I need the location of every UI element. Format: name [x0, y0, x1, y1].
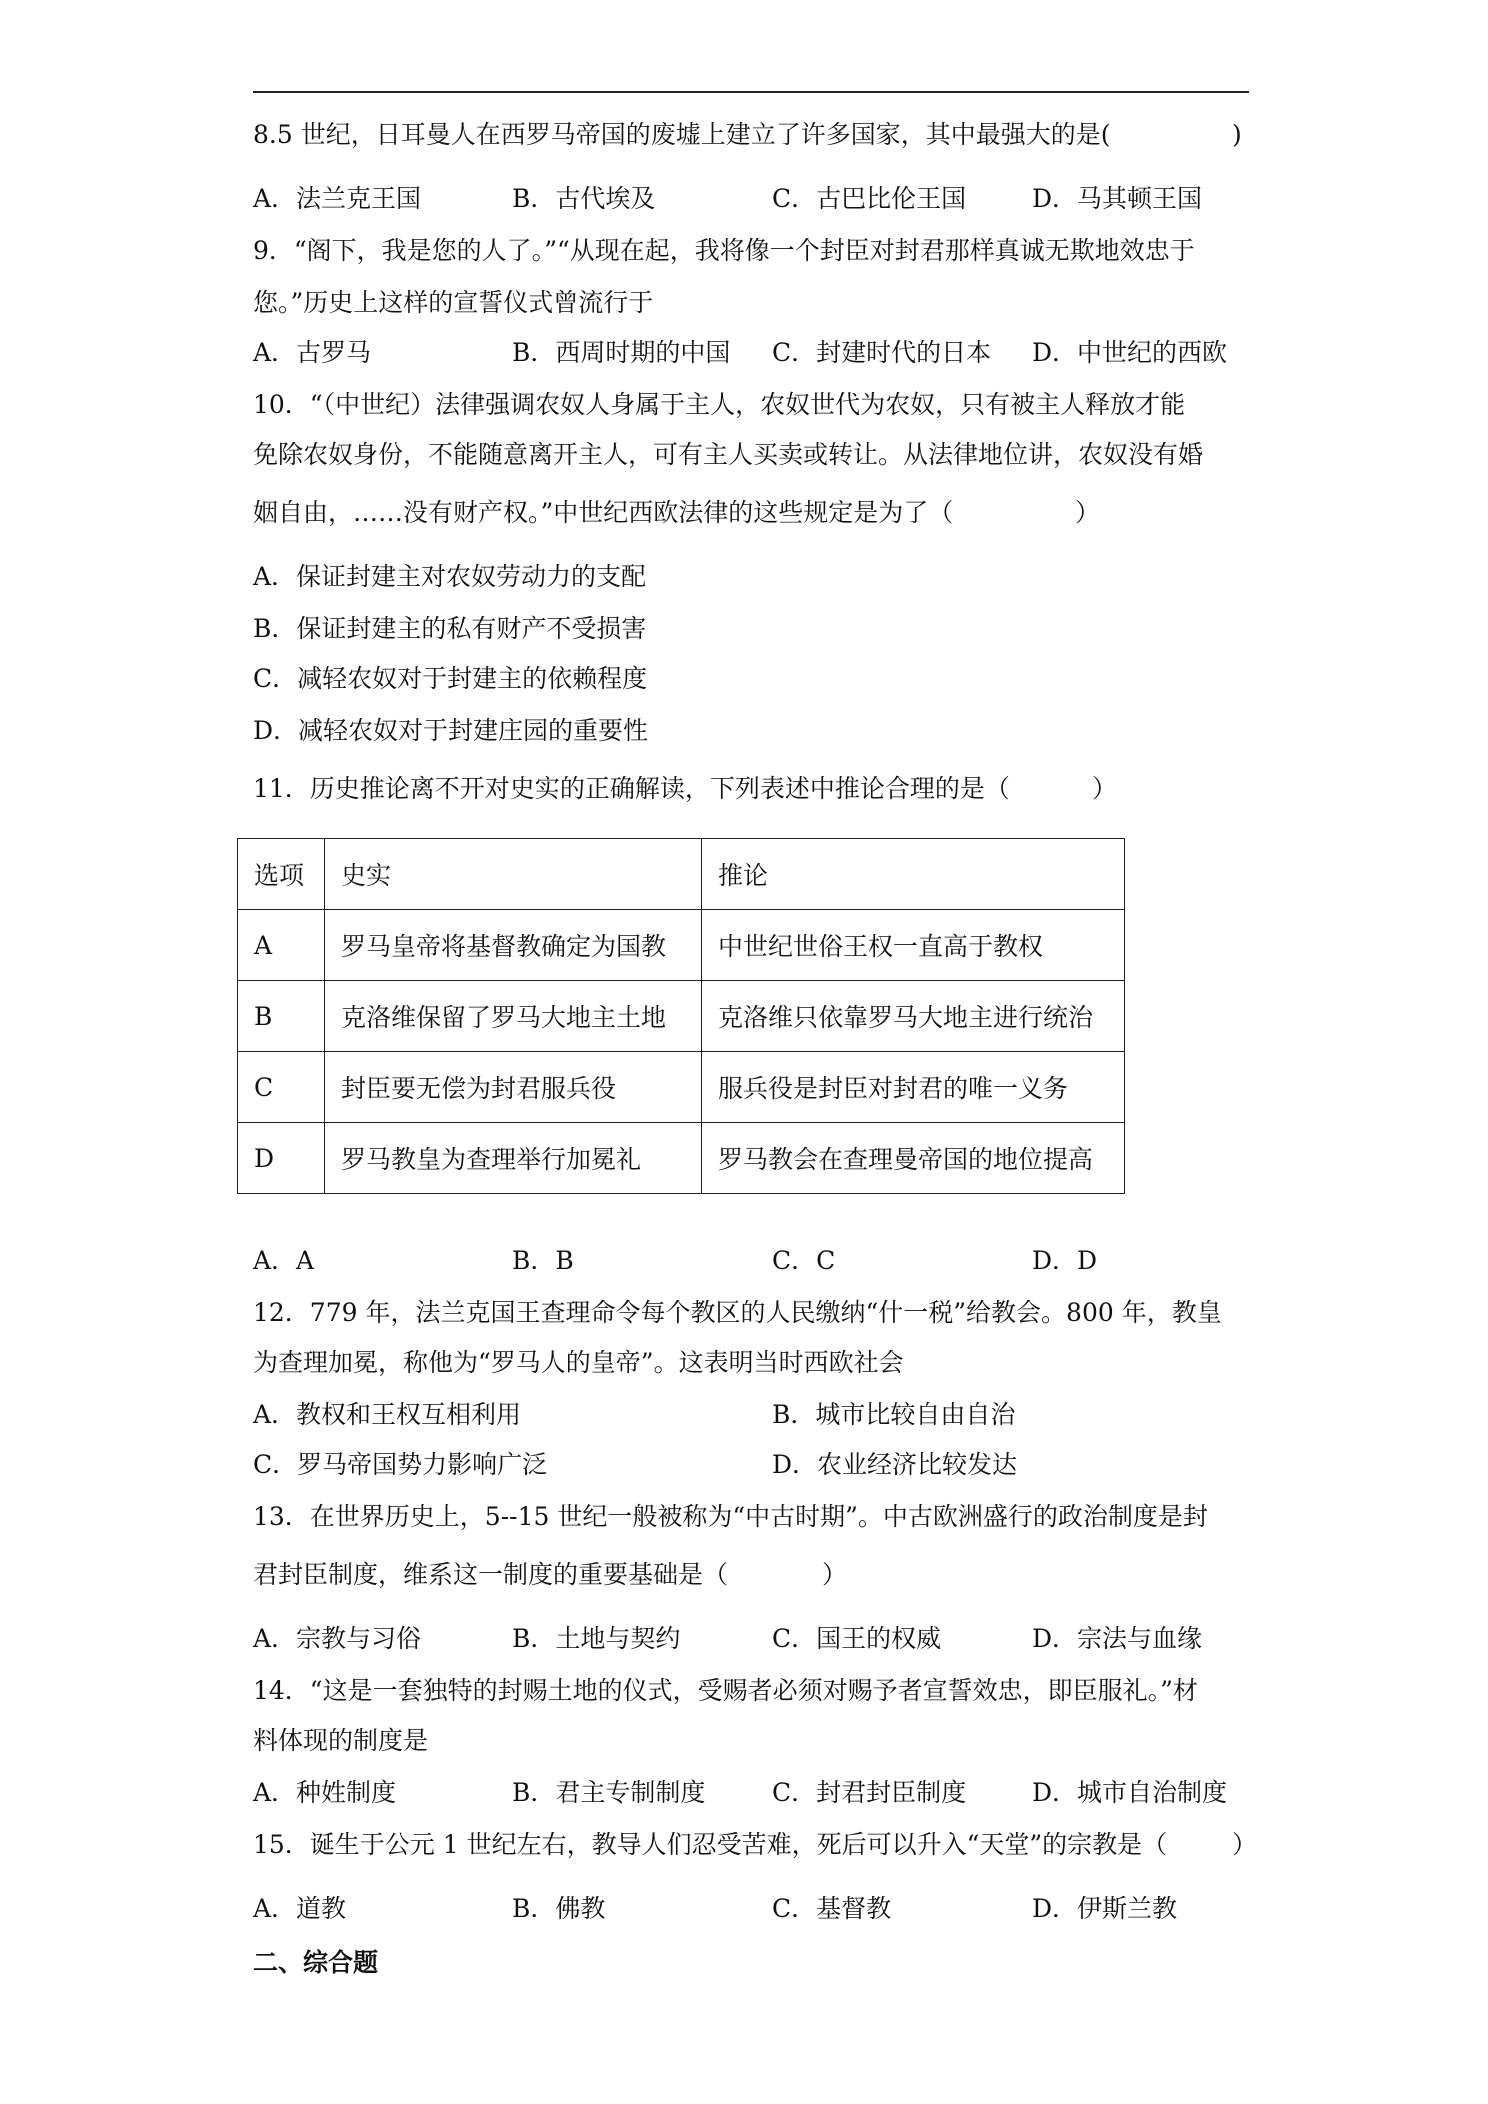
table-cell: 罗马皇帝将基督教确定为国教: [325, 910, 702, 981]
q11-option-c: C．C: [772, 1246, 836, 1275]
q15-option-c: C．基督教: [772, 1894, 892, 1923]
q9-option-d: D．中世纪的西欧: [1032, 338, 1228, 367]
q8-close-paren: ): [1232, 120, 1242, 149]
section-heading: 二、综合题: [253, 1948, 379, 1977]
table-cell: A: [238, 910, 325, 981]
table-cell: 罗马教会在查理曼帝国的地位提高: [702, 1123, 1125, 1194]
q13-option-b: B．土地与契约: [512, 1624, 681, 1653]
table-header-row: [238, 839, 1125, 910]
table-row: [238, 1052, 1125, 1123]
q13-option-a: A．宗教与习俗: [253, 1624, 422, 1653]
q11-stem: 11．历史推论离不开对史实的正确解读，下列表述中推论合理的是（: [253, 774, 1010, 803]
q10-option-d: D．减轻农奴对于封建庄园的重要性: [253, 716, 649, 745]
q14-option-d: D．城市自治制度: [1032, 1778, 1228, 1807]
q8-option-c: C．古巴比伦王国: [772, 184, 967, 213]
q15-stem: 15．诞生于公元 1 世纪左右，教导人们忍受苦难，死后可以升入“天堂”的宗教是（: [253, 1830, 1168, 1859]
table-header-cell: 选项: [238, 839, 325, 910]
q13-option-c: C．国王的权威: [772, 1624, 942, 1653]
q15-close-paren: ）: [1232, 1830, 1258, 1859]
table-row: [238, 981, 1125, 1052]
q14-option-b: B．君主专制制度: [512, 1778, 706, 1807]
q8-option-b: B．古代埃及: [512, 184, 656, 213]
table-cell: B: [238, 981, 325, 1052]
q13-line-1: 13．在世界历史上，5--15 世纪一般被称为“中古时期”。中古欧洲盛行的政治制度是封: [253, 1502, 1208, 1531]
table-cell: 服兵役是封臣对封君的唯一义务: [702, 1052, 1125, 1123]
table-cell: 罗马教皇为查理举行加冕礼: [325, 1123, 702, 1194]
q11-option-a: A．A: [253, 1246, 315, 1275]
q10-option-b: B．保证封建主的私有财产不受损害: [253, 614, 647, 643]
q9-option-a: A．古罗马: [253, 338, 372, 367]
q15-option-b: B．佛教: [512, 1894, 606, 1923]
q12-option-d: D．农业经济比较发达: [772, 1450, 1018, 1479]
q8-option-a: A．法兰克王国: [253, 184, 422, 213]
q8-stem: 8.5 世纪，日耳曼人在西罗马帝国的废墟上建立了许多国家，其中最强大的是(: [253, 120, 1111, 149]
table-header-cell: 史实: [325, 839, 702, 910]
q12-option-a: A．教权和王权互相利用: [253, 1400, 522, 1429]
q10-line-3: 姻自由，……没有财产权。”中世纪西欧法律的这些规定是为了（: [253, 498, 954, 527]
q10-line-2: 免除农奴身份，不能随意离开主人，可有主人买卖或转让。从法律地位讲，农奴没有婚: [253, 440, 1204, 469]
q10-line-1: 10．“（中世纪）法律强调农奴人身属于主人，农奴世代为农奴，只有被主人释放才能: [253, 390, 1186, 419]
q10-option-c: C．减轻农奴对于封建主的依赖程度: [253, 664, 648, 693]
q12-line-1: 12．779 年，法兰克国王查理命令每个教区的人民缴纳“什一税”给教会。800 年，教皇: [253, 1298, 1222, 1327]
q12-option-c: C．罗马帝国势力影响广泛: [253, 1450, 548, 1479]
q11-close-paren: ）: [1092, 774, 1118, 803]
q12-option-b: B．城市比较自由自治: [772, 1400, 1016, 1429]
q15-option-a: A．道教: [253, 1894, 347, 1923]
q14-option-a: A．种姓制度: [253, 1778, 397, 1807]
q11-option-d: D．D: [1032, 1246, 1098, 1275]
q13-option-d: D．宗法与血缘: [1032, 1624, 1203, 1653]
q12-line-2: 为查理加冕，称他为“罗马人的皇帝”。这表明当时西欧社会: [253, 1348, 904, 1377]
q9-option-b: B．西周时期的中国: [512, 338, 731, 367]
q13-line-2: 君封臣制度，维系这一制度的重要基础是（: [253, 1560, 729, 1589]
table-cell: 克洛维保留了罗马大地主土地: [325, 981, 702, 1052]
table-cell: 克洛维只依靠罗马大地主进行统治: [702, 981, 1125, 1052]
q14-line-1: 14．“这是一套独特的封赐土地的仪式，受赐者必须对赐予者宣誓效忠，即臣服礼。”材: [253, 1676, 1198, 1705]
table-cell: C: [238, 1052, 325, 1123]
q10-option-a: A．保证封建主对农奴劳动力的支配: [253, 562, 647, 591]
q9-line-1: 9．“阁下，我是您的人了。”“从现在起，我将像一个封臣对封君那样真诚无欺地效忠于: [253, 236, 1195, 265]
history-table: [237, 838, 1125, 1194]
table-cell: 封臣要无偿为封君服兵役: [325, 1052, 702, 1123]
q9-option-c: C．封建时代的日本: [772, 338, 992, 367]
table-row: [238, 1123, 1125, 1194]
table-row: [238, 910, 1125, 981]
q8-option-d: D．马其顿王国: [1032, 184, 1203, 213]
q14-option-c: C．封君封臣制度: [772, 1778, 967, 1807]
table-cell: 中世纪世俗王权一直高于教权: [702, 910, 1125, 981]
q9-line-2: 您。”历史上这样的宣誓仪式曾流行于: [253, 288, 654, 317]
top-rule: [253, 91, 1249, 93]
q15-option-d: D．伊斯兰教: [1032, 1894, 1178, 1923]
q14-line-2: 料体现的制度是: [253, 1726, 429, 1755]
q13-close-paren: ）: [822, 1560, 848, 1589]
table-cell: D: [238, 1123, 325, 1194]
table-header-cell: 推论: [702, 839, 1125, 910]
q10-close-paren: ）: [1075, 498, 1101, 527]
q11-option-b: B．B: [512, 1246, 574, 1275]
